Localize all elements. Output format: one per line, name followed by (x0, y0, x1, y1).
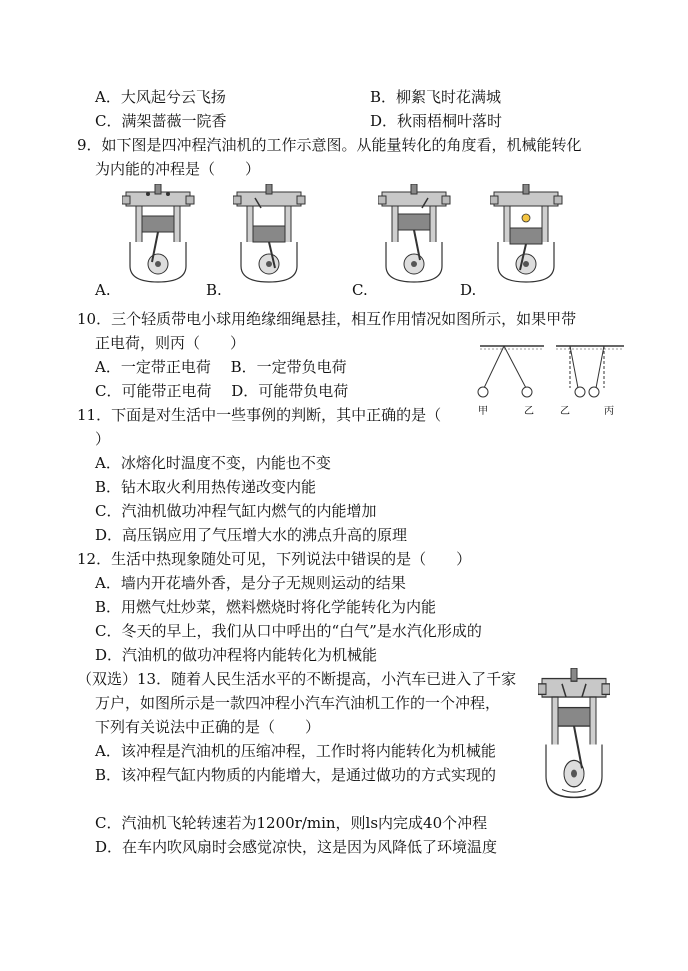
pendulum-balls-figure (474, 340, 624, 420)
engine-diagram-b (233, 184, 313, 284)
q13-option-a: A．该冲程是汽油机的压缩冲程，工作时将内能转化为机械能 (95, 742, 496, 760)
q8-option-a: A．大风起兮云飞扬 (95, 88, 226, 106)
q10-options-cd: C．可能带正电荷 D．可能带负电荷 (95, 382, 349, 400)
engine-diagram-c (378, 184, 458, 284)
q9-stem-line2: 为内能的冲程是（ ） (95, 160, 261, 178)
q11-option-c: C．汽油机做功冲程气缸内燃气的内能增加 (95, 502, 377, 520)
q13-option-b: B．该冲程气缸内物质的内能增大，是通过做功的方式实现的 (95, 766, 497, 784)
engine-diagram-a (122, 184, 202, 284)
q12-option-b: B．用燃气灶炒菜，燃料燃烧时将化学能转化为内能 (95, 598, 437, 616)
label-yi-1: 乙 (524, 406, 534, 417)
q13-option-c: C．汽油机飞轮转速若为1200r/min，则ls内完成40个冲程 (95, 814, 488, 832)
q13-stem-line1: （双选）13．随着人民生活水平的不断提高，小汽车已进入了千家 (77, 670, 517, 688)
q8-option-d: D．秋雨梧桐叶落时 (370, 112, 503, 130)
q8-option-c: C．满架蔷薇一院香 (95, 112, 227, 130)
label-jia: 甲 (478, 406, 488, 417)
q11-option-d: D．高压锅应用了气压增大水的沸点升高的原理 (95, 526, 408, 544)
q12-option-a: A．墙内开花墙外香，是分子无规则运动的结果 (95, 574, 406, 592)
q10-options-ab: A．一定带正电荷 B．一定带负电荷 (95, 358, 347, 376)
q10-stem-line2: 正电荷，则丙（ ） (95, 334, 246, 352)
label-bing: 丙 (604, 406, 614, 417)
q13-option-d: D．在车内吹风扇时会感觉凉快，这是因为风降低了环境温度 (95, 838, 498, 856)
q11-option-b: B．钻木取火利用热传递改变内能 (95, 478, 317, 496)
q12-option-c: C．冬天的早上，我们从口中呼出的“白气”是水汽化形成的 (95, 622, 482, 640)
q9-stem-line1: 9．如下图是四冲程汽油机的工作示意图。从能量转化的角度看，机械能转化 (77, 136, 582, 154)
q13-stem-line3: 下列有关说法中正确的是（ ） (95, 718, 321, 736)
q9-label-d: D. (460, 281, 477, 299)
q11-option-a: A．冰熔化时温度不变，内能也不变 (95, 454, 331, 472)
q12-option-d: D．汽油机的做功冲程将内能转化为机械能 (95, 646, 378, 664)
label-yi-2: 乙 (560, 406, 570, 417)
q11-stem-line1: 11．下面是对生活中一些事例的判断，其中正确的是（ (77, 406, 442, 424)
q11-stem-line2: ） (95, 430, 111, 448)
q9-label-c: C. (352, 281, 368, 299)
car-engine-diagram (538, 668, 610, 800)
q13-stem-line2: 万户，如图所示是一款四冲程小汽车汽油机工作的一个冲程， (95, 694, 501, 712)
q8-option-b: B．柳絮飞时花满城 (370, 88, 502, 106)
q9-label-a: A. (95, 281, 111, 299)
q9-label-b: B. (206, 281, 222, 299)
q12-stem: 12．生活中热现象随处可见，下列说法中错误的是（ ） (77, 550, 472, 568)
engine-diagram-d (490, 184, 570, 284)
q10-stem-line1: 10．三个轻质带电小球用绝缘细绳悬挂，相互作用情况如图所示，如果甲带 (77, 310, 577, 328)
